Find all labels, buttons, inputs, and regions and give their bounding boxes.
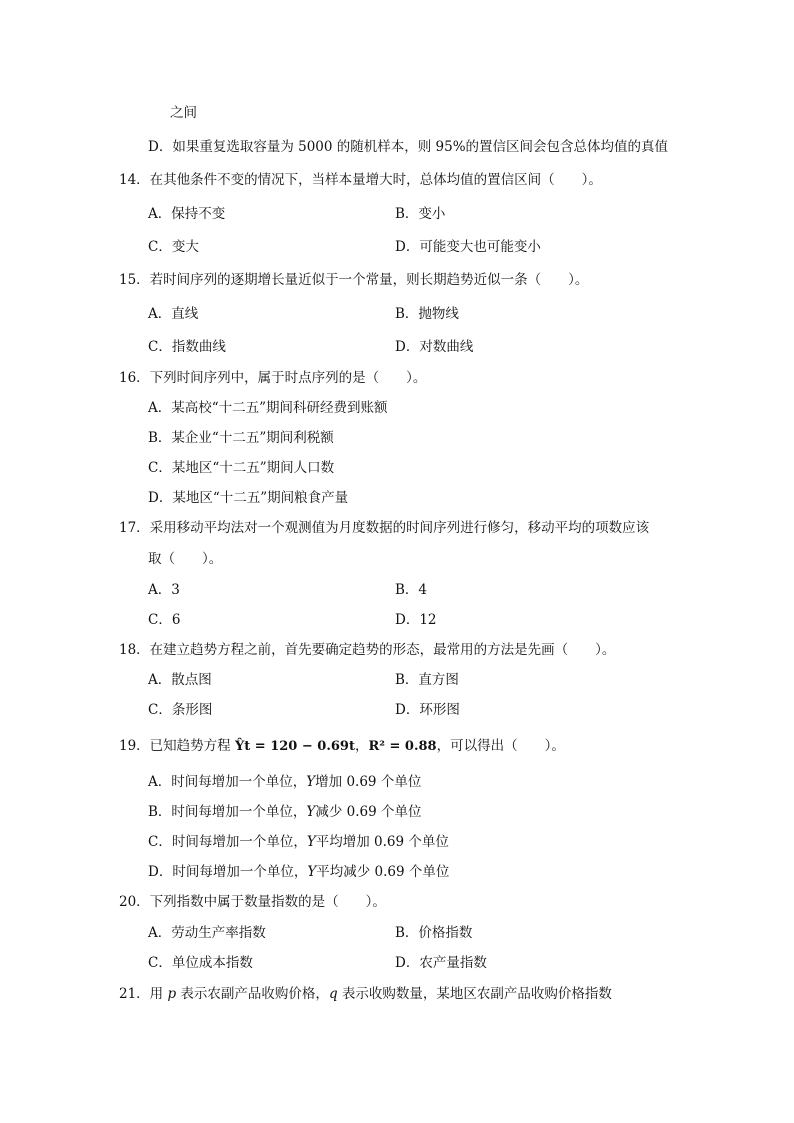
option-a: A．某高校“十二五”期间科研经费到账额 xyxy=(148,400,388,416)
option-a: A．保持不变 xyxy=(148,206,226,222)
question-14: 14．在其他条件不变的情况下，当样本量增大时，总体均值的置信区间（ ）。 xyxy=(119,172,602,188)
option-d xyxy=(148,863,449,881)
option-text: 平均减少 0.69 个单位 xyxy=(316,864,450,880)
question-21 xyxy=(119,985,612,1003)
option-c: C．单位成本指数 xyxy=(148,955,253,971)
option-a xyxy=(148,773,421,791)
option-a: A．直线 xyxy=(148,306,199,322)
option-b: B．某企业“十二五”期间利税额 xyxy=(148,430,334,446)
question-text: 表示收购数量，某地区农副产品收购价格指数 xyxy=(337,986,612,1002)
question-text: 表示农副产品收购价格， xyxy=(176,986,329,1002)
variable-y: Y xyxy=(306,834,316,850)
option-b: B．4 xyxy=(395,582,428,598)
option-a: A．散点图 xyxy=(148,672,212,688)
option-text: A．时间每增加一个单位， xyxy=(148,774,307,790)
question-19-lead: 19．已知趋势方程 xyxy=(119,738,235,754)
question-16: 16．下列时间序列中，属于时点序列的是（ ）。 xyxy=(119,370,427,386)
option-c: C．条形图 xyxy=(148,702,213,718)
option-c xyxy=(148,833,449,851)
question-17: 17．采用移动平均法对一个观测值为月度数据的时间序列进行修匀，移动平均的项数应该 xyxy=(119,520,650,536)
option-a: A．3 xyxy=(148,582,180,598)
question-text: 21．用 xyxy=(119,986,168,1002)
option-c: C．6 xyxy=(148,612,181,628)
question-18: 18．在建立趋势方程之前，首先要确定趋势的形态，最常用的方法是先画（ ）。 xyxy=(119,642,616,658)
option-b xyxy=(148,803,422,821)
option-d: D．农产量指数 xyxy=(395,955,487,971)
option-c: C．变大 xyxy=(148,239,199,255)
r-squared: R² = 0.88 xyxy=(368,739,437,754)
variable-y: Y xyxy=(306,804,316,820)
variable-y: Y xyxy=(307,864,317,880)
question-20: 20．下列指数中属于数量指数的是（ ）。 xyxy=(119,894,386,910)
option-d: D．可能变大也可能变小 xyxy=(395,239,541,255)
option-c: C．某地区“十二五”期间人口数 xyxy=(148,460,335,476)
option-b: B．价格指数 xyxy=(395,925,473,941)
variable-q: q xyxy=(328,986,338,1002)
option-text: B．时间每增加一个单位， xyxy=(148,804,307,820)
variable-y: Y xyxy=(306,774,316,790)
option-b: B．变小 xyxy=(395,206,446,222)
trend-equation: Ŷt = 120 − 0.69t xyxy=(234,739,355,754)
text-line: 之间 xyxy=(170,105,197,121)
option-d: D．环形图 xyxy=(395,702,460,718)
option-d: D．如果重复选取容量为 5000 的随机样本，则 95%的置信区间会包含总体均值的真值 xyxy=(148,139,669,155)
option-d: D．某地区“十二五”期间粮食产量 xyxy=(148,490,349,506)
option-d: D．12 xyxy=(395,612,437,628)
option-b: B．抛物线 xyxy=(395,306,459,322)
option-b: B．直方图 xyxy=(395,672,459,688)
option-text: C．时间每增加一个单位， xyxy=(148,834,307,850)
option-text: D．时间每增加一个单位， xyxy=(148,864,308,880)
option-text: 减少 0.69 个单位 xyxy=(315,804,422,820)
option-text: 增加 0.69 个单位 xyxy=(315,774,422,790)
option-d: D．对数曲线 xyxy=(395,339,474,355)
option-c: C．指数曲线 xyxy=(148,339,226,355)
question-19-tail: ，可以得出（ ）。 xyxy=(436,738,565,754)
question-19 xyxy=(119,737,565,756)
option-text: 平均增加 0.69 个单位 xyxy=(315,834,449,850)
separator: ， xyxy=(354,738,369,754)
variable-p: p xyxy=(167,986,177,1002)
question-17-continued: 取（ ）。 xyxy=(148,551,223,567)
option-a: A．劳动生产率指数 xyxy=(148,925,266,941)
question-15: 15．若时间序列的逐期增长量近似于一个常量，则长期趋势近似一条（ ）。 xyxy=(119,272,589,288)
